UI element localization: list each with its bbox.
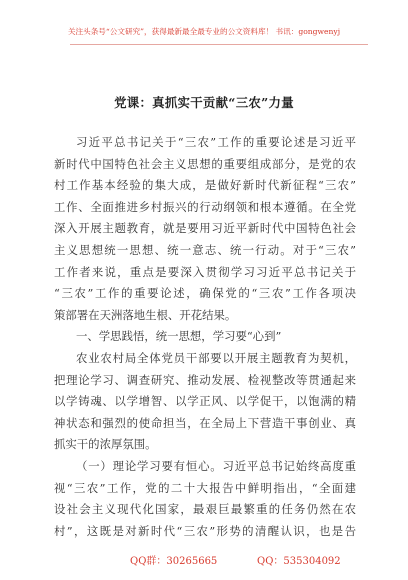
body-line: 工作、全面推进乡村振兴的行动纲领和根本遵循。在全党 (54, 199, 356, 214)
section-heading: 一、学思践悟，统一思想，学习要“心到” (76, 329, 282, 344)
body-line: 设社会主义现代化国家，最艰巨最繁重的任务仍然在农 (54, 502, 356, 517)
page-title: 党课：真抓实干贡献“三农”力量 (114, 95, 294, 110)
body-line: 农业农村局全体党员干部要以开展主题教育为契机， (76, 350, 356, 365)
body-line: 神状态和强烈的使命担当，在全局上下营造干事创业、真 (54, 415, 356, 430)
body-line: 以学铸魂、以学增智、以学正风、以学促干，以饱满的精 (54, 394, 356, 409)
body-line: 新时代中国特色社会主义思想的重要组成部分，是党的农 (54, 156, 356, 171)
footer-qq-group: QQ群：30265665 (130, 556, 218, 567)
header-divider (70, 44, 368, 45)
body-line: 策部署在天洲落地生根、开花结果。 (54, 307, 237, 322)
body-line: 把理论学习、调查研究、推动发展、检视整改等贯通起来 (54, 372, 356, 387)
body-line: 主义思想统一思想、统一意志、统一行动。对于“三农” (54, 242, 356, 257)
footer-qq-contact: QQ：535304092 (257, 556, 341, 567)
header-banner: 关注头条号“公文研究”，获得最新最全最专业的公文资料库！ 书讯：gongwenyj (67, 27, 341, 36)
body-line: 深入开展主题教育，就是要用习近平新时代中国特色社会 (54, 221, 356, 236)
document-body (54, 132, 356, 542)
body-line: 村工作基本经验的集大成，是做好新时代新征程“三农” (54, 178, 356, 193)
body-line: 视“三农”工作，党的二十大报告中鲜明指出，“全面建 (54, 480, 356, 495)
body-line: （一）理论学习要有恒心。习近平总书记始终高度重 (76, 458, 356, 473)
body-line: “三农”工作的重要论述，确保党的“三农”工作各项决 (54, 286, 356, 301)
body-line: 习近平总书记关于“三农”工作的重要论述是习近平 (76, 135, 356, 149)
body-line: 工作者来说，重点是要深入贯彻学习习近平总书记关于 (54, 264, 356, 279)
body-line: 村”，这既是对新时代“三农”形势的清醒认识，也是告 (54, 523, 356, 538)
body-line: 抓实干的浓厚氛围。 (54, 437, 157, 452)
